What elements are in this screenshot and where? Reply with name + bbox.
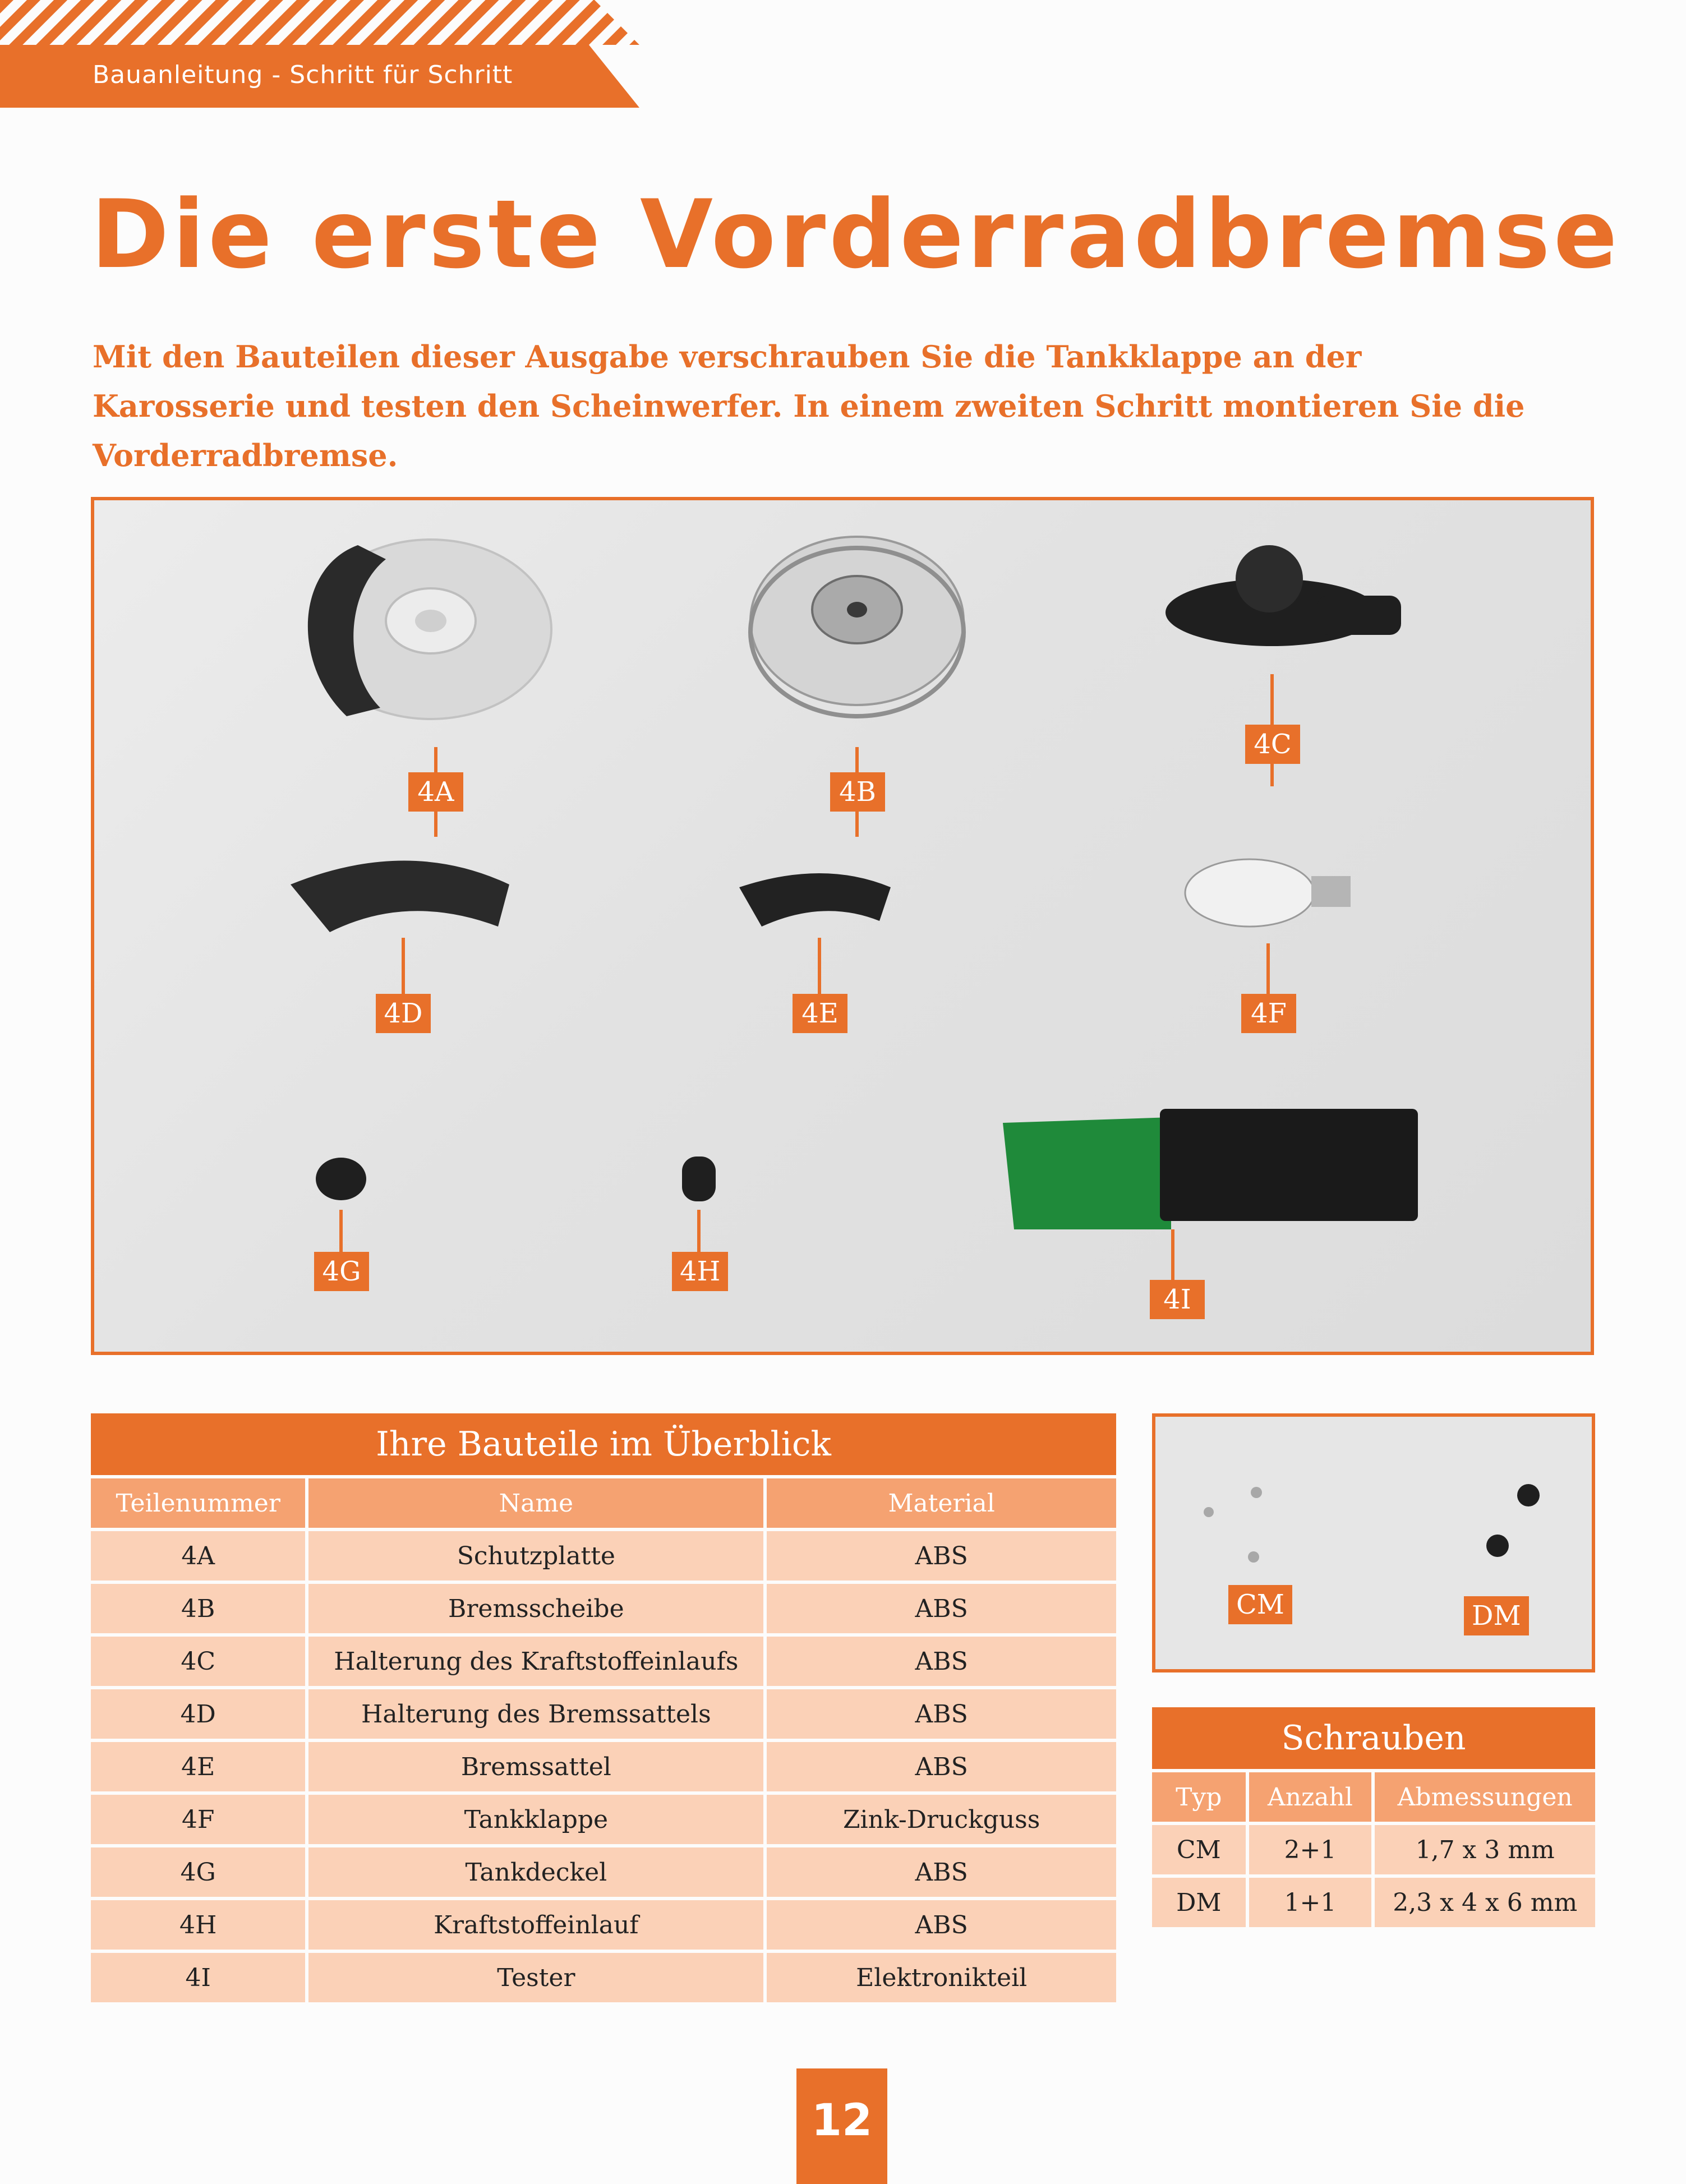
cell-material: ABS: [767, 1531, 1116, 1581]
cell-dimensions: 1,7 x 3 mm: [1375, 1825, 1595, 1874]
brake-caliper-part: [739, 873, 891, 927]
table-row: [91, 1531, 1116, 1581]
cell-name: Tankdeckel: [308, 1847, 763, 1897]
table-row: [91, 1584, 1116, 1633]
column-header-dimensions: Abmessungen: [1375, 1772, 1595, 1822]
brake-disc-part: [750, 537, 964, 716]
fuel-door-part: [1185, 859, 1351, 927]
table-row: [91, 1742, 1116, 1791]
part-label-4d: 4D: [376, 994, 431, 1033]
section-label: Bauanleitung - Schritt für Schritt: [93, 61, 513, 89]
screw-label-cm: CM: [1228, 1585, 1292, 1624]
table-row: [91, 1689, 1116, 1739]
cell-count: 2+1: [1249, 1825, 1372, 1874]
table-row: [91, 1900, 1116, 1950]
table-row: [91, 1953, 1116, 2002]
cell-name: Tester: [308, 1953, 763, 2002]
cell-name: Tankklappe: [308, 1795, 763, 1844]
column-header-type: Typ: [1152, 1772, 1246, 1822]
part-label-4g: 4G: [314, 1252, 369, 1291]
parts-table: [91, 1413, 1116, 2006]
column-header-material: Material: [767, 1478, 1116, 1528]
cell-part-number: 4I: [91, 1953, 305, 2002]
screws-table: [1152, 1707, 1595, 1930]
cell-name: Schutzplatte: [308, 1531, 763, 1581]
table-row: [91, 1847, 1116, 1897]
table-row: [1152, 1878, 1595, 1927]
page-number: 12: [811, 2095, 873, 2146]
intro-text: Mit den Bauteilen dieser Ausgabe verschrauben Sie die Tankklappe an der Karosserie und testen den Scheinwerfer. In einem zweiten Schritt montieren Sie die Vorderradbremse.: [93, 339, 1525, 473]
parts-table-title: Ihre Bauteile im Überblick: [91, 1413, 1116, 1475]
cell-material: ABS: [767, 1900, 1116, 1950]
cell-material: Zink-Druckguss: [767, 1795, 1116, 1844]
cell-material: ABS: [767, 1847, 1116, 1897]
tester-part: [1003, 1109, 1418, 1229]
page-title: Die erste Vorderradbremse: [91, 179, 1621, 289]
cell-part-number: 4A: [91, 1531, 305, 1581]
page-number-box: [796, 2068, 887, 2184]
part-label-4a: 4A: [408, 772, 463, 812]
cell-material: ABS: [767, 1742, 1116, 1791]
cell-material: Elektronikteil: [767, 1953, 1116, 2002]
table-row: [91, 1637, 1116, 1686]
cell-type: CM: [1152, 1825, 1246, 1874]
cell-name: Halterung des Bremssattels: [308, 1689, 763, 1739]
cell-material: ABS: [767, 1637, 1116, 1686]
cell-count: 1+1: [1249, 1878, 1372, 1927]
column-header-part-number: Teilenummer: [91, 1478, 305, 1528]
caliper-holder-part: [291, 861, 509, 933]
part-label-4f: 4F: [1241, 994, 1296, 1033]
parts-illustration: [94, 500, 1591, 1352]
part-label-4i: 4I: [1150, 1280, 1205, 1319]
fuel-holder-part: [1166, 545, 1401, 646]
column-header-name: Name: [308, 1478, 763, 1528]
cell-dimensions: 2,3 x 4 x 6 mm: [1375, 1878, 1595, 1927]
column-header-count: Anzahl: [1249, 1772, 1372, 1822]
parts-photo: [91, 497, 1594, 1355]
cell-material: ABS: [767, 1584, 1116, 1633]
cell-part-number: 4D: [91, 1689, 305, 1739]
table-row: [91, 1795, 1116, 1844]
cell-part-number: 4G: [91, 1847, 305, 1897]
cell-name: Bremsscheibe: [308, 1584, 763, 1633]
cell-part-number: 4B: [91, 1584, 305, 1633]
part-label-4b: 4B: [830, 772, 885, 812]
fuel-inlet-part: [682, 1156, 716, 1201]
cell-name: Halterung des Kraftstoffeinlaufs: [308, 1637, 763, 1686]
cell-name: Kraftstoffeinlauf: [308, 1900, 763, 1950]
cell-part-number: 4F: [91, 1795, 305, 1844]
cell-part-number: 4H: [91, 1900, 305, 1950]
cell-type: DM: [1152, 1878, 1246, 1927]
cell-part-number: 4C: [91, 1637, 305, 1686]
fuel-cap-part: [316, 1158, 366, 1200]
cell-material: ABS: [767, 1689, 1116, 1739]
brake-shield-part: [308, 540, 551, 719]
table-row: [1152, 1825, 1595, 1874]
screw-label-dm: DM: [1464, 1596, 1529, 1635]
cell-part-number: 4E: [91, 1742, 305, 1791]
screws-photo: [1152, 1413, 1595, 1672]
part-label-4h: 4H: [672, 1252, 728, 1291]
part-label-4e: 4E: [793, 994, 847, 1033]
part-label-4c: 4C: [1245, 725, 1300, 764]
header-tab: [0, 0, 639, 108]
cell-name: Bremssattel: [308, 1742, 763, 1791]
screws-table-title: Schrauben: [1152, 1707, 1595, 1769]
